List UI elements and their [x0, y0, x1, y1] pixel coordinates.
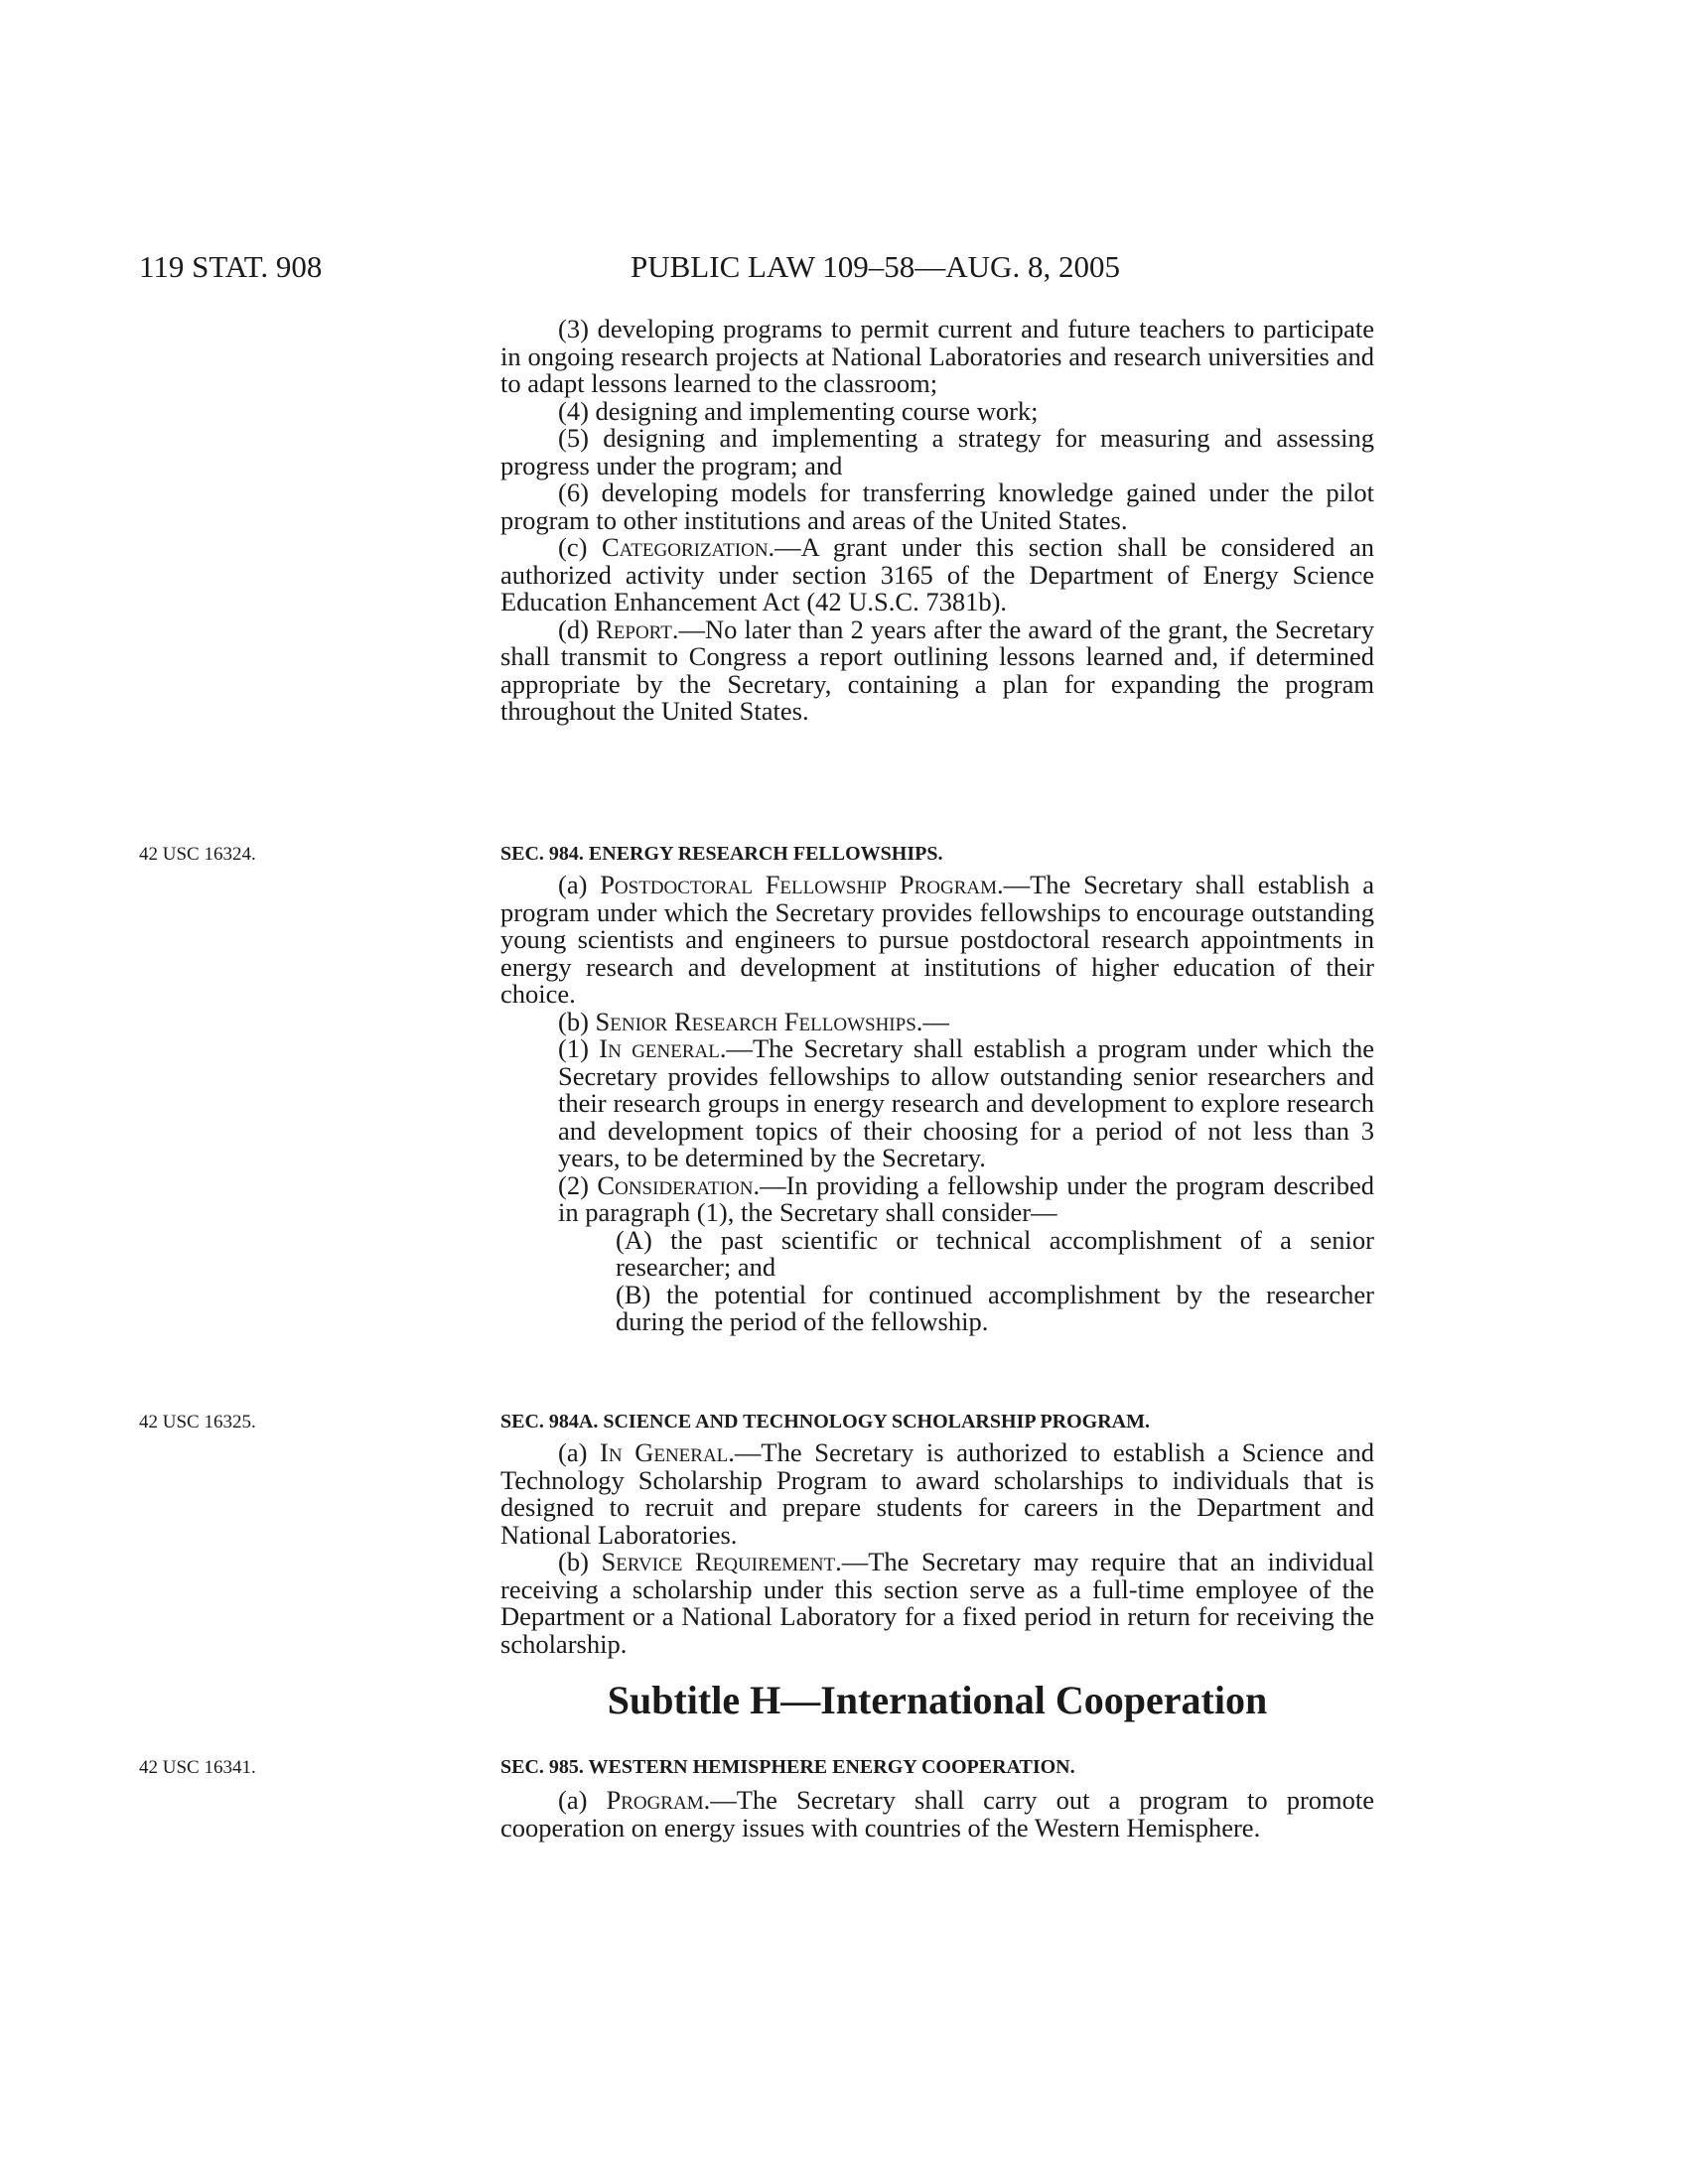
- subsection-d-text: No later than 2 years after the award of the grant, the Secretary shall transmit to Congress a report outlining lessons learned and, if determined appropriate by the Secretary, containing a plan for expanding the program throughout the United States.: [500, 614, 1374, 726]
- paragraph-5: (5) designing and implementing a strategy for measuring and assessing progress under the program; and: [500, 423, 1374, 480]
- subsection-c-text: A grant under this section shall be considered an authorized activity under section 3165 of the Department of Energy Science Education Enhancement Act (42 U.S.C. 7381b).: [500, 532, 1374, 616]
- section-985-a: (a) Program.—The Secretary shall carry out a program to promote cooperation on energy issues with countries of the Western Hemisphere.: [500, 1785, 1374, 1843]
- paragraph-3: (3) developing programs to permit current and future teachers to participate in ongoing research projects at National Laboratories and research universities and to adapt lessons learned to the classroom;: [500, 314, 1374, 398]
- section-984a-a: (a) In General.—The Secretary is authorized to establish a Science and Technology Scholarship Program to award scholarships to individuals that is designed to recruit and prepare students for careers in the Department and National Laboratories.: [500, 1437, 1374, 1550]
- section-984-b2-A: (A) the past scientific or technical accomplishment of a senior researcher; and: [616, 1224, 1374, 1282]
- section-984-a: (a) Postdoctoral Fellowship Program.—The Secretary shall establish a program under which the Secretary provides fellowships to encourage outstanding young scientists and engineers to pursue postdoctoral research appointments in energy research and development at institutions of higher education of their choice.: [500, 870, 1375, 1009]
- section-984-a-text: The Secretary shall establish a program under which the Secretary provides fellowships to encourage outstanding young scientists and engineers to pursue postdoctoral research appointments in energy research and development at institutions of higher education of their choice.: [500, 870, 1375, 1009]
- section-985-a-text: The Secretary shall carry out a program to promote cooperation on energy issues with countries of the Western Hemisphere.: [500, 1785, 1374, 1843]
- section-984-b1: (1) In general.—The Secretary shall establish a program under which the Secretary provides fellowships to allow outstanding senior researchers and their research groups in energy research and development to explore research and development topics of their choosing for a period of not less than 3 years, to be determined by the Secretary.: [558, 1033, 1375, 1172]
- continued-section-block: [500, 316, 1374, 726]
- subtitle-heading: Subtitle H—International Cooperation: [607, 1678, 1268, 1722]
- subsection-d-heading: Report: [596, 614, 672, 644]
- section-984-b2-B: (B) the potential for continued accomplishment by the researcher during the period of the fellowship.: [616, 1279, 1374, 1336]
- section-984a-a-heading: In General: [600, 1437, 729, 1467]
- section-984-b2-text: In providing a fellowship under the program described in paragraph (1), the Secretary shall consider—: [558, 1169, 1374, 1227]
- paragraph-4: (4) designing and implementing course work;: [558, 395, 1039, 426]
- section-984-heading: SEC. 984. ENERGY RESEARCH FELLOWSHIPS.: [500, 843, 943, 865]
- section-984a-a-text: The Secretary is authorized to establish a Science and Technology Scholarship Program to award scholarships to individuals that is designed to recruit and prepare students for careers in the Department and National Laboratories.: [500, 1437, 1374, 1550]
- section-984a-body: [500, 1439, 1374, 1658]
- usc-margin-note-985: 42 USC 16341.: [139, 1757, 256, 1778]
- running-header: PUBLIC LAW 109–58—AUG. 8, 2005: [631, 249, 1120, 284]
- section-984-b1-heading: In general: [599, 1033, 720, 1063]
- section-984a-b-heading: Service Requirement: [601, 1547, 836, 1576]
- section-984-body: [500, 872, 1374, 1336]
- subsection-c: (c) Categorization.—A grant under this section shall be considered an authorized activity under section 3165 of the Department of Energy Science Education Enhancement Act (42 U.S.C. 7381b).: [500, 532, 1374, 616]
- paragraph-6: (6) developing models for transferring knowledge gained under the pilot program to other institutions and areas of the United States.: [500, 478, 1374, 535]
- section-984a-b: (b) Service Requirement.—The Secretary may require that an individual receiving a scholarship under this section serve as a full-time employee of the Department or a National Laboratory for a fixed period in return for receiving the scholarship.: [500, 1547, 1374, 1659]
- section-985-heading: SEC. 985. WESTERN HEMISPHERE ENERGY COOPERATION.: [500, 1756, 1075, 1778]
- section-984-b: (b) Senior Research Fellowships.—: [558, 1006, 949, 1036]
- section-985-a-heading: Program: [606, 1785, 704, 1815]
- section-984-b-heading: Senior Research Fellowships: [595, 1006, 916, 1036]
- section-985-body: [500, 1787, 1374, 1842]
- subsection-c-heading: Categorization: [602, 532, 769, 562]
- section-984-b2-heading: Consideration: [597, 1169, 754, 1200]
- usc-margin-note-984a: 42 USC 16325.: [139, 1412, 256, 1433]
- page-stat-citation: 119 STAT. 908: [139, 249, 323, 284]
- usc-margin-note-984: 42 USC 16324.: [139, 844, 256, 865]
- section-984-b2: (2) Consideration.—In providing a fellowship under the program described in paragraph (1), the Secretary shall consider—: [558, 1169, 1374, 1227]
- section-984-a-heading: Postdoctoral Fellowship Program: [600, 870, 997, 899]
- section-984a-heading: SEC. 984A. SCIENCE AND TECHNOLOGY SCHOLARSHIP PROGRAM.: [500, 1411, 1150, 1433]
- subsection-d: (d) Report.—No later than 2 years after the award of the grant, the Secretary shall transmit to Congress a report outlining lessons learned and, if determined appropriate by the Secretary, containing a plan for expanding the program throughout the United States.: [500, 614, 1374, 726]
- section-984-b1-text: The Secretary shall establish a program under which the Secretary provides fellowships to allow outstanding senior researchers and their research groups in energy research and development to explore research and development topics of their choosing for a period of not less than 3 years, to be determined by the Secretary.: [558, 1033, 1375, 1172]
- section-984a-b-text: The Secretary may require that an individual receiving a scholarship under this section serve as a full-time employee of the Department or a National Laboratory for a fixed period in return for receiving the scholarship.: [500, 1547, 1374, 1659]
